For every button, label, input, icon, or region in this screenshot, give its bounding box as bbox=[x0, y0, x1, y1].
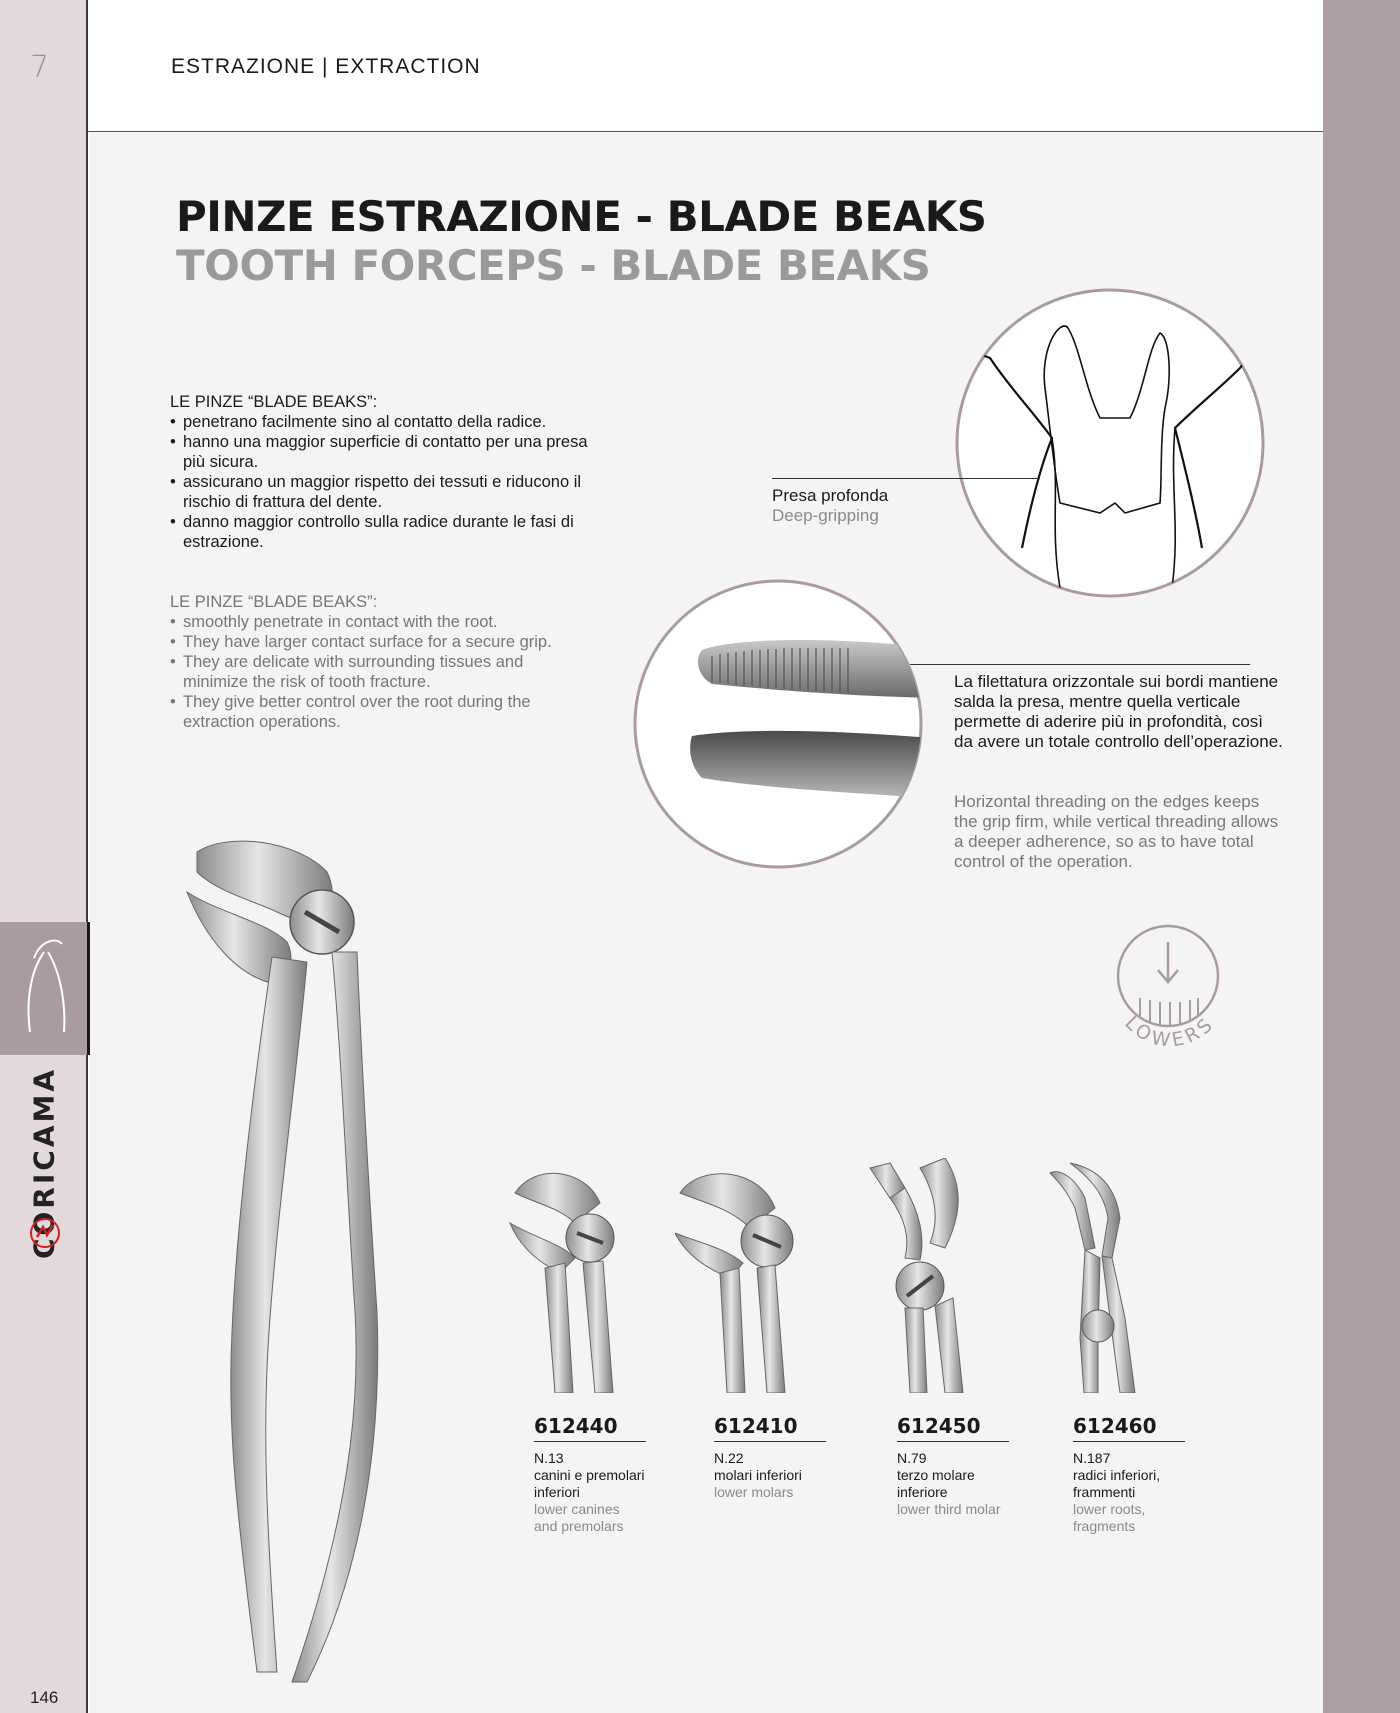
page-number: 146 bbox=[30, 1688, 59, 1707]
product-612460 bbox=[1073, 1414, 1185, 1535]
section-header: ESTRAZIONE | EXTRACTION bbox=[171, 55, 481, 78]
product-number: N.79 bbox=[897, 1450, 927, 1466]
product-desc-en: lower roots, fragments bbox=[1073, 1501, 1146, 1534]
forceps-612440-detail-photo bbox=[505, 1163, 635, 1393]
title-english: TOOTH FORCEPS - BLADE BEAKS bbox=[176, 241, 931, 290]
product-desc-it: radici inferiori, frammenti bbox=[1073, 1467, 1161, 1500]
list-item: • assicurano un maggior rispetto dei tessuti e riducono il rischio di frattura del dente. bbox=[170, 472, 590, 512]
features-english bbox=[170, 592, 590, 732]
features-list bbox=[170, 612, 590, 732]
list-item: • They are delicate with surrounding tissues and minimize the risk of tooth fracture. bbox=[170, 652, 590, 692]
beak-threading-photo bbox=[632, 578, 924, 870]
features-lead: LE PINZE “BLADE BEAKS”: bbox=[170, 593, 378, 611]
right-sidebar bbox=[1323, 0, 1400, 1713]
threading-description-it: La filettatura orizzontale sui bordi mantiene salda la presa, mentre quella verticale permette di aderire più in profondità, così da avere un totale controllo dell’operazione. bbox=[954, 672, 1283, 751]
product-desc-it: canini e premolari inferiori bbox=[534, 1467, 645, 1500]
product-desc-en: lower molars bbox=[714, 1484, 794, 1500]
product-number: N.22 bbox=[714, 1450, 744, 1466]
threading-description-en: Horizontal threading on the edges keeps the grip firm, while vertical threading allows a deeper adherence, so as to have total control of the operation. bbox=[954, 792, 1279, 871]
product-number: N.13 bbox=[534, 1450, 564, 1466]
left-sidebar bbox=[0, 0, 88, 1713]
product-612450 bbox=[897, 1414, 1009, 1518]
product-612410 bbox=[714, 1414, 826, 1501]
threading-callout-line bbox=[910, 664, 1250, 665]
product-code: 612410 bbox=[714, 1418, 826, 1442]
lowers-badge bbox=[1100, 918, 1240, 1048]
list-item: • penetrano facilmente sino al contatto della radice. bbox=[170, 412, 590, 432]
features-italian bbox=[170, 392, 590, 552]
product-desc-it: molari inferiori bbox=[714, 1467, 802, 1483]
product-desc-en: lower canines and premolars bbox=[534, 1501, 624, 1534]
list-item: • They give better control over the root during the extraction operations. bbox=[170, 692, 590, 732]
chapter-number: 7 bbox=[30, 50, 50, 85]
features-list bbox=[170, 412, 590, 552]
forceps-612410-detail-photo bbox=[675, 1163, 805, 1393]
chapter-tab bbox=[0, 922, 92, 1055]
callout-line bbox=[772, 478, 1040, 479]
brand-mark-icon bbox=[29, 1217, 61, 1249]
list-item: • They have larger contact surface for a secure grip. bbox=[170, 632, 590, 652]
forceps-outline-icon bbox=[0, 922, 92, 1055]
callout-deep-grip bbox=[772, 486, 888, 526]
callout-label-en: Deep-gripping bbox=[772, 506, 879, 525]
product-612440 bbox=[534, 1414, 646, 1535]
forceps-612460-detail-photo bbox=[1040, 1158, 1160, 1393]
product-code: 612460 bbox=[1073, 1418, 1185, 1442]
arrow-down-tooth-icon bbox=[1100, 918, 1240, 1048]
badge-label: LOWERS bbox=[1120, 1011, 1220, 1048]
product-desc-it: terzo molare inferiore bbox=[897, 1467, 975, 1500]
product-number: N.187 bbox=[1073, 1450, 1111, 1466]
list-item: • smoothly penetrate in contact with the root. bbox=[170, 612, 590, 632]
product-desc-en: lower third molar bbox=[897, 1501, 1001, 1517]
tooth-grip-diagram bbox=[950, 288, 1270, 608]
features-lead: LE PINZE “BLADE BEAKS”: bbox=[170, 393, 378, 411]
sidebar-divider bbox=[86, 0, 88, 1713]
callout-label-it: Presa profonda bbox=[772, 486, 889, 505]
list-item: • hanno una maggior superficie di contatto per una presa più sicura. bbox=[170, 432, 590, 472]
product-code: 612440 bbox=[534, 1418, 646, 1442]
forceps-612450-detail-photo bbox=[865, 1158, 995, 1393]
brand-name: CORICAMA bbox=[27, 1066, 61, 1259]
title-italian: PINZE ESTRAZIONE - BLADE BEAKS bbox=[176, 192, 987, 241]
product-code: 612450 bbox=[897, 1418, 1009, 1442]
forceps-612440-photo bbox=[157, 812, 457, 1692]
list-item: • danno maggior controllo sulla radice durante le fasi di estrazione. bbox=[170, 512, 590, 552]
